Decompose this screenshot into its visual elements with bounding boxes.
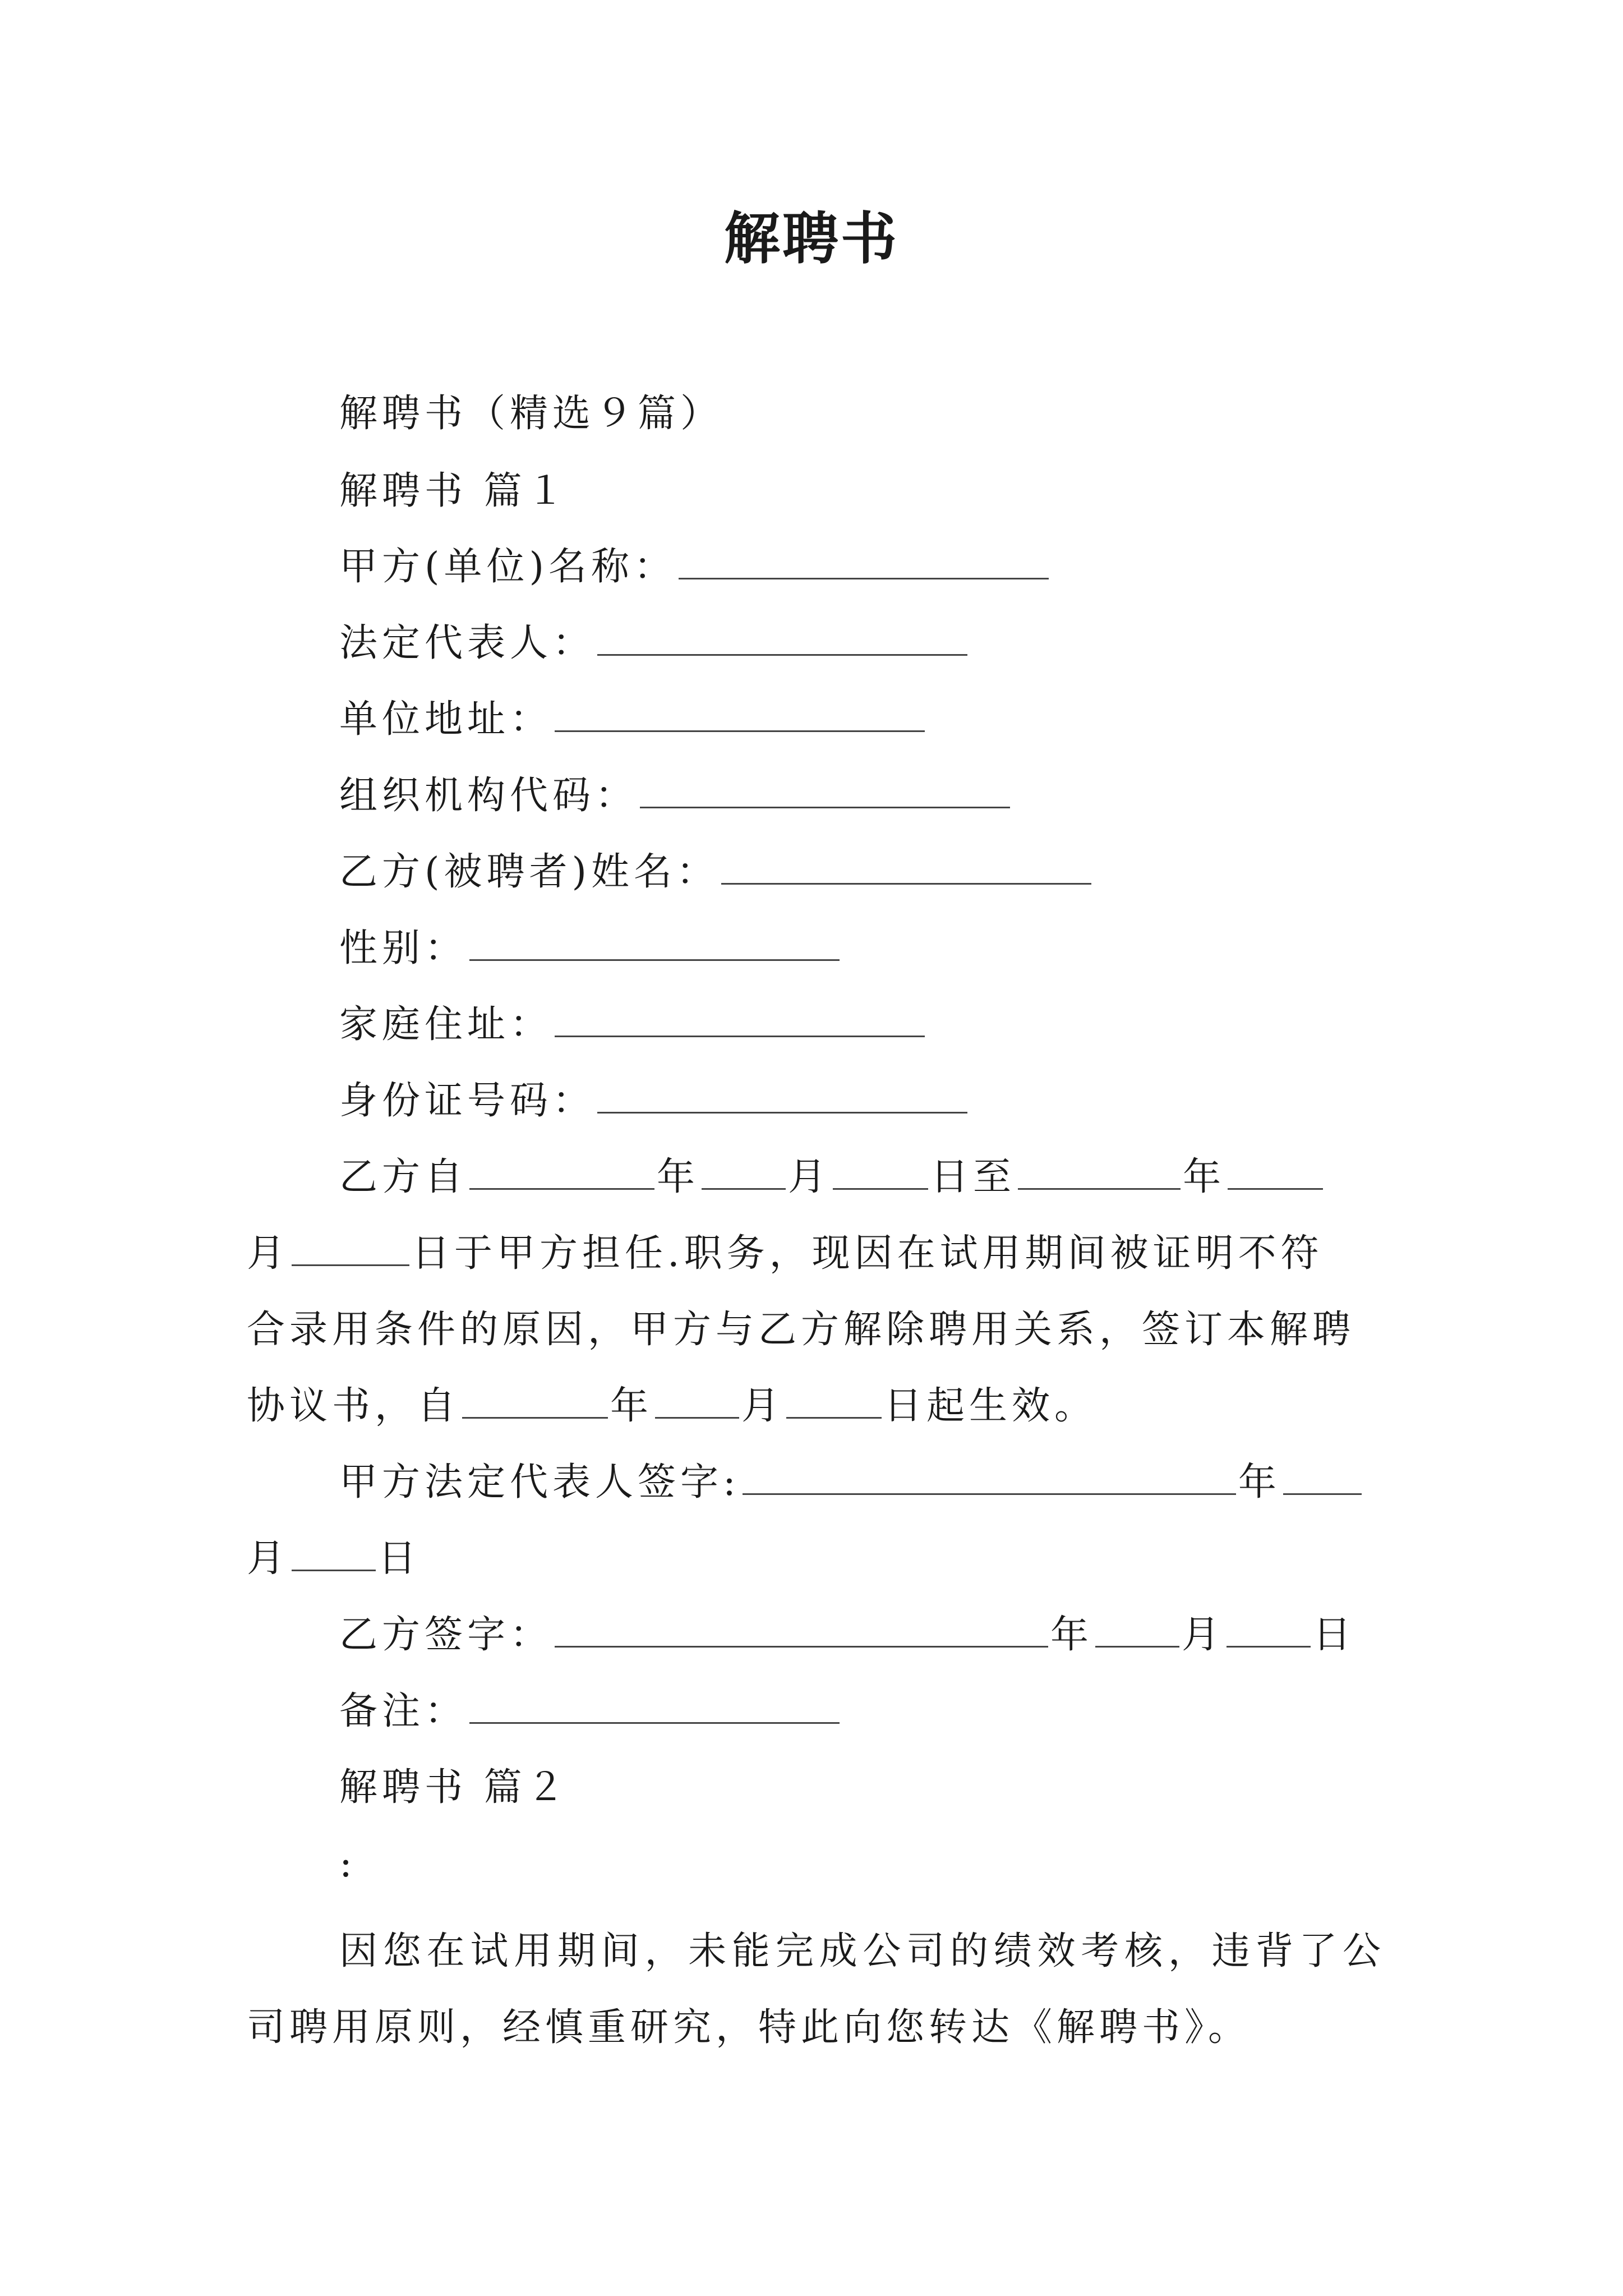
field-label: 性别： — [339, 926, 468, 970]
body-text: 日起生效。 — [884, 1384, 1098, 1428]
body-text: 月 — [1182, 1613, 1225, 1657]
section1-heading: 解聘书 篇１ — [339, 469, 569, 513]
body-text: 乙方自 — [339, 1155, 468, 1199]
field-home-address — [339, 998, 927, 1052]
blank-line — [1228, 1156, 1323, 1190]
body1-line1 — [339, 1151, 1325, 1204]
body-text: 月 — [247, 1231, 290, 1276]
field-label: 甲方(单位)名称： — [339, 545, 677, 589]
salutation-colon: : — [339, 1842, 357, 1886]
remark-label: 备注： — [339, 1689, 468, 1733]
blank-line — [702, 1156, 786, 1190]
blank-line — [555, 1003, 925, 1037]
body1-line4 — [247, 1379, 1097, 1433]
body-text: 日于甲方担任.职务，现因在试用期间被证明不符 — [412, 1231, 1324, 1276]
body1-line2 — [247, 1227, 1324, 1281]
blank-line — [469, 1156, 654, 1190]
section2-heading: 解聘书 篇２ — [339, 1765, 569, 1810]
blank-line — [597, 1079, 967, 1114]
blank-line — [655, 1384, 739, 1419]
field-org-code — [339, 769, 1012, 823]
field-address — [339, 693, 927, 747]
blank-line — [469, 1690, 840, 1724]
field-label: 单位地址： — [339, 697, 553, 742]
body-text: 月 — [247, 1536, 290, 1581]
field-party-b-name — [339, 845, 1094, 899]
blank-line — [555, 1613, 1048, 1648]
blank-line — [597, 622, 967, 656]
body-text: 年 — [1183, 1155, 1226, 1199]
blank-line — [292, 1537, 376, 1571]
blank-line — [679, 545, 1049, 579]
body-text: 日至 — [930, 1155, 1016, 1199]
body-text: 协议书，自 — [247, 1384, 460, 1428]
body-text: 年 — [657, 1155, 700, 1199]
body-text: 年 — [1238, 1460, 1281, 1504]
body-text: 年 — [610, 1384, 653, 1428]
body-text: 月 — [788, 1155, 831, 1199]
remark-line — [339, 1685, 842, 1738]
field-label: 乙方(被聘者)姓名： — [339, 850, 720, 894]
blank-line — [833, 1156, 928, 1190]
body-text: 月 — [741, 1384, 785, 1428]
body-text: 日 — [378, 1536, 421, 1581]
field-label: 法定代表人： — [339, 621, 596, 665]
body-text: 日 — [1313, 1613, 1356, 1657]
body-text: 年 — [1050, 1613, 1094, 1657]
signature-label: 乙方签字： — [339, 1613, 553, 1657]
party-b-signature-line — [339, 1608, 1355, 1662]
field-label: 组织机构代码： — [339, 774, 638, 818]
blank-line — [555, 698, 925, 732]
blank-line — [786, 1384, 882, 1419]
field-label: 家庭住址： — [339, 1002, 553, 1047]
blank-line — [721, 850, 1091, 885]
field-party-a-name — [339, 540, 1051, 594]
blank-line — [1095, 1613, 1179, 1648]
signature-label: 甲方法定代表人签字: — [339, 1460, 740, 1504]
blank-line — [469, 927, 840, 961]
field-legal-rep — [339, 616, 970, 670]
field-gender — [339, 922, 842, 976]
body2-paragraph: 因您在试用期间，未能完成公司的绩效考核，违背了公司聘用原则，经慎重研究，特此向您转达《解聘书》。 — [247, 1929, 1385, 2050]
body1-line3: 合录用条件的原因，甲方与乙方解除聘用关系，签订本解聘 — [247, 1308, 1355, 1352]
blank-line — [640, 774, 1010, 808]
blank-line — [1283, 1461, 1362, 1495]
document-subtitle: 解聘书（精选９篇） — [339, 392, 723, 436]
field-label: 身份证号码： — [339, 1079, 596, 1123]
party-a-signature-date — [247, 1532, 421, 1586]
field-id-number — [339, 1074, 970, 1128]
blank-line — [1018, 1156, 1181, 1190]
party-a-signature-line — [339, 1456, 1364, 1510]
blank-line — [462, 1384, 608, 1419]
blank-line — [1227, 1613, 1311, 1648]
blank-line — [743, 1461, 1236, 1495]
document-title: 解聘书 — [724, 205, 899, 272]
blank-line — [292, 1232, 409, 1266]
